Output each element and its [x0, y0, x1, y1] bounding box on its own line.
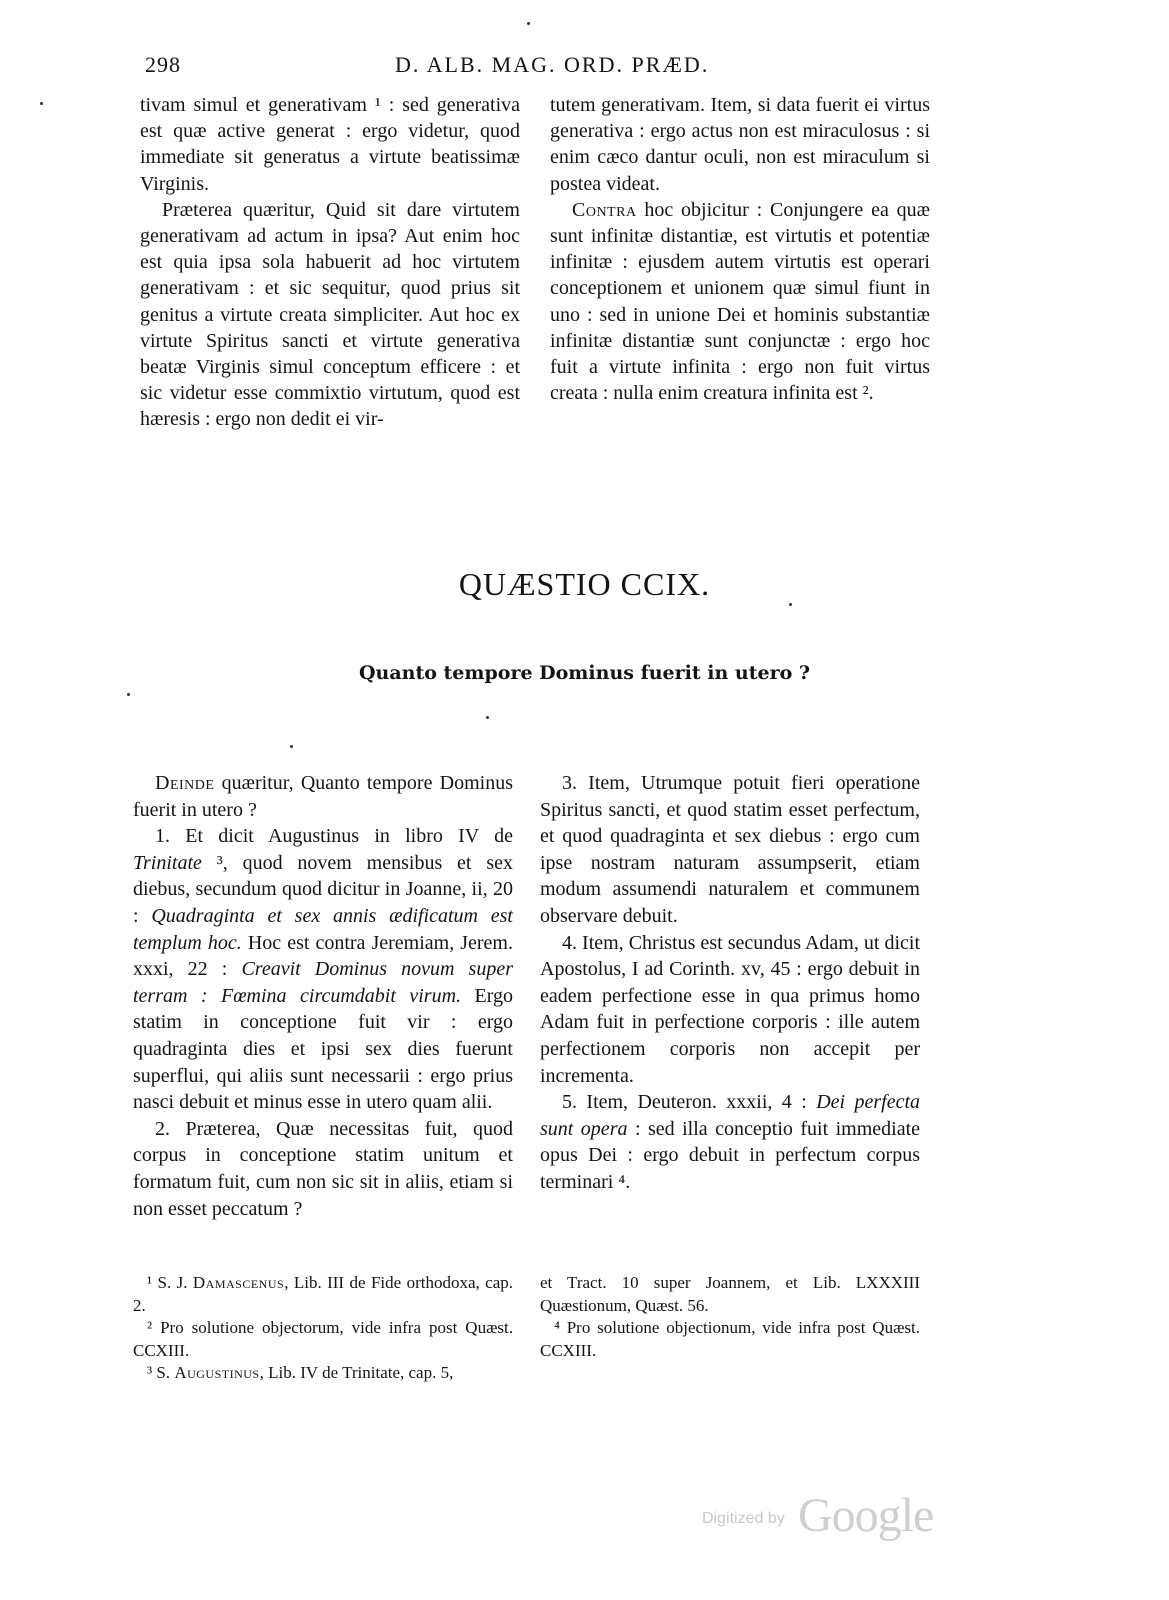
paragraph: 2. Præterea, Quæ necessitas fuit, quod corpus in conceptione statim unitum et formatum fuit, cum non sic sit in aliis, etiam si non esset peccatum ? — [133, 1117, 513, 1220]
paragraph: Præterea quæritur, Quid sit dare virtutem generativam ad actum in ipsa? Aut enim hoc est quia ipsa sola habuerit ad hoc virtutem generativam : et sic sequitur, quod prius sit genitus a virtute creata simpliciter. Aut hoc ex virtute Spiritus sancti et virtute generativa beatæ Virginis simul conceptum efficere : et sic videtur esse commixtio virtutum, quod est hæresis : ergo non dedit ei vir- — [140, 198, 520, 431]
italic-run: Quadraginta et sex annis ædificatum est templum hoc. — [133, 904, 513, 954]
text-run: , Lib. IV de Trinitate, cap. 5, — [259, 1363, 454, 1382]
google-watermark: Google — [798, 1489, 934, 1542]
paragraph-text: quæritur, Quanto tempore Dominus fuerit in utero ? — [133, 772, 513, 821]
scan-speck — [789, 603, 792, 606]
digitized-label: Digitized by — [702, 1510, 785, 1527]
lead-word: Contra — [572, 198, 637, 221]
scan-speck — [486, 716, 489, 719]
text-run: : sed illa conceptio fuit immediate opus Dei : ergo debuit in perfectum corpus terminari ⁴. — [540, 1117, 921, 1193]
body-right-column — [540, 770, 920, 1196]
text-run: Hoc est contra Jeremiam, Jerem. xxxi, 22 : — [133, 931, 513, 981]
author-name: Augustinus — [174, 1363, 260, 1382]
scan-speck — [290, 745, 293, 748]
scan-speck — [40, 102, 43, 105]
footnotes-right — [540, 1272, 920, 1362]
page-header — [145, 48, 965, 88]
footnote: ² Pro solutione objectorum, vide infra post Quæst. CCXIII. — [133, 1318, 513, 1360]
paragraph — [133, 770, 513, 823]
paragraph: tivam simul et generativam ¹ : sed generativa est quæ active generat : ergo videtur, quod immediate sit generatus a virtute beatissimæ Virginis. — [140, 94, 520, 195]
footnote: ⁴ Pro solutione objectionum, vide infra post Quæst. CCXIII. — [540, 1318, 920, 1360]
footnote — [133, 1362, 513, 1385]
top-right-column — [550, 92, 930, 406]
page-number: 298 — [145, 52, 181, 77]
paragraph: 4. Item, Christus est secundus Adam, ut dicit Apostolus, I ad Corinth. xv, 45 : ergo debuit in eadem perfectione esse in qua primus homo Adam fuit in perfectione corporis : ille autem perfectionem corporis non accepit per incrementa. — [540, 931, 920, 1087]
text-run: 1. Et dicit Augustinus in libro IV de — [155, 825, 513, 848]
paragraph — [540, 1089, 920, 1195]
text-run: , Lib. III de Fide orthodoxa, cap. 2. — [133, 1273, 513, 1315]
paragraph-text: hoc objicitur : Conjungere ea quæ sunt infinitæ distantiæ, est virtutis et potentiæ infinitæ : ejusdem autem virtutis est operari conceptionem et unionem quæ simul fiunt in uno : sed in unione Dei et hominis substantiæ infinitæ distantiæ sunt conjunctæ : ergo hoc fuit a virtute infinita : ergo non fuit virtus creata : nulla enim creatura infinita est ². — [550, 198, 930, 405]
footnote: et Tract. 10 super Joannem, et Lib. LXXXIII Quæstionum, Quæst. 56. — [540, 1273, 920, 1315]
question-title: QUÆSTIO CCIX. — [458, 566, 711, 602]
footnote — [133, 1272, 513, 1317]
text-run: 5. Item, Deuteron. xxxii, 4 : — [562, 1091, 817, 1114]
scan-speck — [127, 693, 130, 696]
lead-word: Deinde — [155, 772, 215, 794]
body-left-column — [133, 770, 513, 1222]
text-run: Ergo statim in conceptione fuit vir : ergo quadraginta dies et ipsi sex dies fuerunt superflui, qui aliis sunt necessarii : ergo prius nasci debuit et minus esse in utero quam alii. — [133, 984, 513, 1114]
paragraph — [550, 197, 930, 407]
running-title: D. ALB. MAG. ORD. PRÆD. — [395, 52, 710, 77]
text-run: ¹ S. J. — [147, 1273, 193, 1292]
italic-run: Trinitate — [133, 851, 202, 874]
scan-speck — [527, 22, 530, 25]
question-subtitle: Quanto tempore Dominus fuerit in utero ? — [358, 662, 811, 684]
italic-run: Dei perfecta sunt opera — [540, 1091, 921, 1140]
text-run: ³, quod novem mensibus et sex diebus, secundum quod dicitur in Joanne, ii, 20 : — [133, 851, 513, 927]
author-name: Damascenus — [192, 1273, 285, 1292]
top-left-column — [140, 92, 520, 433]
footnotes-left — [133, 1272, 513, 1385]
paragraph: 3. Item, Utrumque potuit fieri operatione Spiritus sancti, et quod statim esset perfectum, et quod quadraginta et sex diebus : ergo cum ipse nostram naturam assumpserit, etiam modum assumendi naturalem et communem observare debuit. — [540, 772, 920, 927]
paragraph: tutem generativam. Item, si data fuerit ei virtus generativa : ergo actus non est miraculosus : si enim cæco dantur oculi, non est miraculum si postea videat. — [550, 94, 930, 195]
paragraph — [133, 823, 513, 1116]
italic-run: Creavit Dominus novum super terram : Fœmina circumdabit virum. — [133, 958, 513, 1007]
text-run: ³ S. — [147, 1363, 175, 1382]
